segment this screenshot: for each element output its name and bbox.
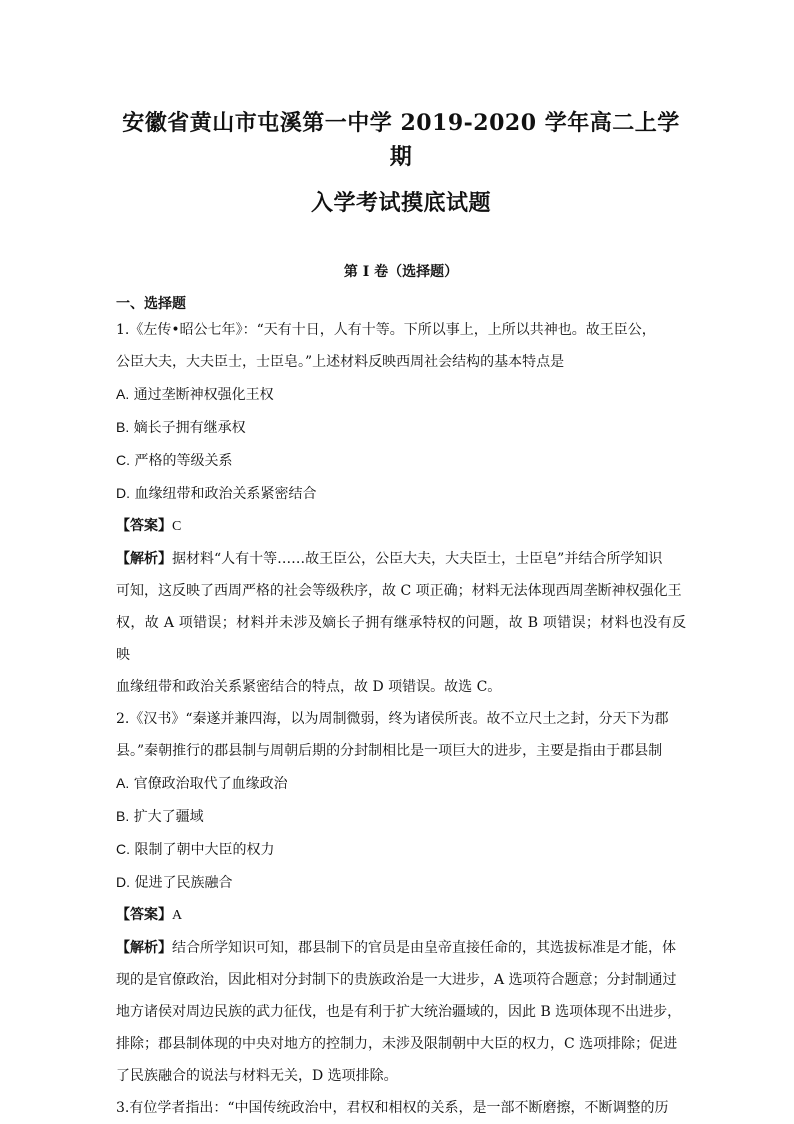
option-text: 限制了朝中大臣的权力 bbox=[134, 842, 275, 858]
option-key: B. bbox=[116, 808, 130, 824]
option-text: 严格的等级关系 bbox=[134, 453, 233, 469]
question-1-analysis-line2: 可知，这反映了西周严格的社会等级秩序，故 C 项正确；材料无法体现西周垄断神权强化王 bbox=[116, 583, 682, 599]
answer-tag: 【答案】 bbox=[116, 518, 172, 534]
question-3-stem-line1: 3.有位学者指出：“中国传统政治中，君权和相权的关系，是一部不断磨擦，不断调整的历 bbox=[116, 1100, 669, 1116]
analysis-text: 结合所学知识可知，郡县制下的官员是由皇帝直接任命的，其选拔标准是才能，体 bbox=[172, 940, 676, 956]
question-2-stem-line2: 县。”秦朝推行的郡县制与周朝后期的分封制相比是一项巨大的进步，主要是指由于郡县制 bbox=[116, 743, 663, 759]
option-key: B. bbox=[116, 419, 130, 435]
analysis-tag: 【解析】 bbox=[116, 940, 172, 956]
part-title: 一、选择题 bbox=[116, 296, 186, 312]
question-1-analysis-line3: 权，故 A 项错误；材料并未涉及嫡长子拥有继承特权的问题，故 B 项错误；材料也没有反映 bbox=[116, 615, 686, 663]
question-2-analysis-line5: 了民族融合的说法与材料无关，D 选项排除。 bbox=[116, 1068, 398, 1084]
option-text: 扩大了疆域 bbox=[133, 809, 204, 825]
question-2 bbox=[116, 703, 686, 1092]
question-1-option-b bbox=[116, 411, 686, 444]
question-1-stem-line2: 公臣大夫，大夫臣士，士臣皂。”上述材料反映西周社会结构的基本特点是 bbox=[116, 354, 565, 370]
question-1-stem-line1: 1.《左传•昭公七年》：“天有十日，人有十等。下所以事上，上所以共神也。故王臣公， bbox=[116, 322, 656, 338]
question-1-answer bbox=[116, 510, 686, 543]
answer-value: C bbox=[172, 519, 182, 534]
question-2-analysis-line1 bbox=[116, 932, 686, 964]
analysis-text: 据材料“人有十等……故王臣公，公臣大夫，大夫臣士，士臣皂”并结合所学知识 bbox=[172, 551, 663, 567]
question-2-analysis-line4: 排除；郡县制体现的中央对地方的控制力，未涉及限制朝中大臣的权力，C 选项排除；促进 bbox=[116, 1036, 678, 1052]
question-2-option-d bbox=[116, 866, 686, 899]
question-1-option-c bbox=[116, 444, 686, 477]
question-2-option-c bbox=[116, 833, 686, 866]
option-text: 通过垄断神权强化王权 bbox=[133, 387, 274, 403]
option-key: D. bbox=[116, 874, 130, 890]
question-2-option-b bbox=[116, 800, 686, 833]
question-2-analysis-line3: 地方诸侯对周边民族的武力征伐，也是有利于扩大统治疆域的，因此 B 选项体现不出进步， bbox=[116, 1004, 682, 1020]
answer-tag: 【答案】 bbox=[116, 907, 172, 923]
answer-value: A bbox=[172, 908, 183, 923]
question-2-analysis-line2: 现的是官僚政治，因此相对分封制下的贵族政治是一大进步，A 选项符合题意；分封制通过 bbox=[116, 972, 677, 988]
analysis-tag: 【解析】 bbox=[116, 551, 172, 567]
option-key: C. bbox=[116, 452, 130, 468]
option-text: 官僚政治取代了血缘政治 bbox=[133, 776, 288, 792]
question-1-analysis-line4: 血缘纽带和政治关系紧密结合的特点，故 D 项错误。故选 C。 bbox=[116, 679, 502, 695]
option-text: 促进了民族融合 bbox=[134, 875, 233, 891]
document-title-line1: 安徽省黄山市屯溪第一中学 2019-2020 学年高二上学期 bbox=[122, 110, 680, 170]
question-2-stem-line1: 2.《汉书》“秦遂并兼四海，以为周制微弱，终为诸侯所丧。故不立尺土之封，分天下为郡 bbox=[116, 711, 669, 727]
question-3 bbox=[116, 1092, 686, 1124]
option-text: 血缘纽带和政治关系紧密结合 bbox=[134, 486, 317, 502]
question-1-analysis-line1 bbox=[116, 543, 686, 575]
option-key: A. bbox=[116, 775, 130, 791]
question-1 bbox=[116, 314, 686, 703]
section-title: 第 I 卷（选择题） bbox=[343, 264, 459, 280]
option-key: D. bbox=[116, 485, 130, 501]
option-key: C. bbox=[116, 841, 130, 857]
question-1-option-d bbox=[116, 477, 686, 510]
question-2-option-a bbox=[116, 767, 686, 800]
document-title-line2: 入学考试摸底试题 bbox=[310, 190, 491, 216]
option-key: A. bbox=[116, 386, 130, 402]
option-text: 嫡长子拥有继承权 bbox=[133, 420, 246, 436]
question-1-option-a bbox=[116, 378, 686, 411]
question-2-answer bbox=[116, 899, 686, 932]
